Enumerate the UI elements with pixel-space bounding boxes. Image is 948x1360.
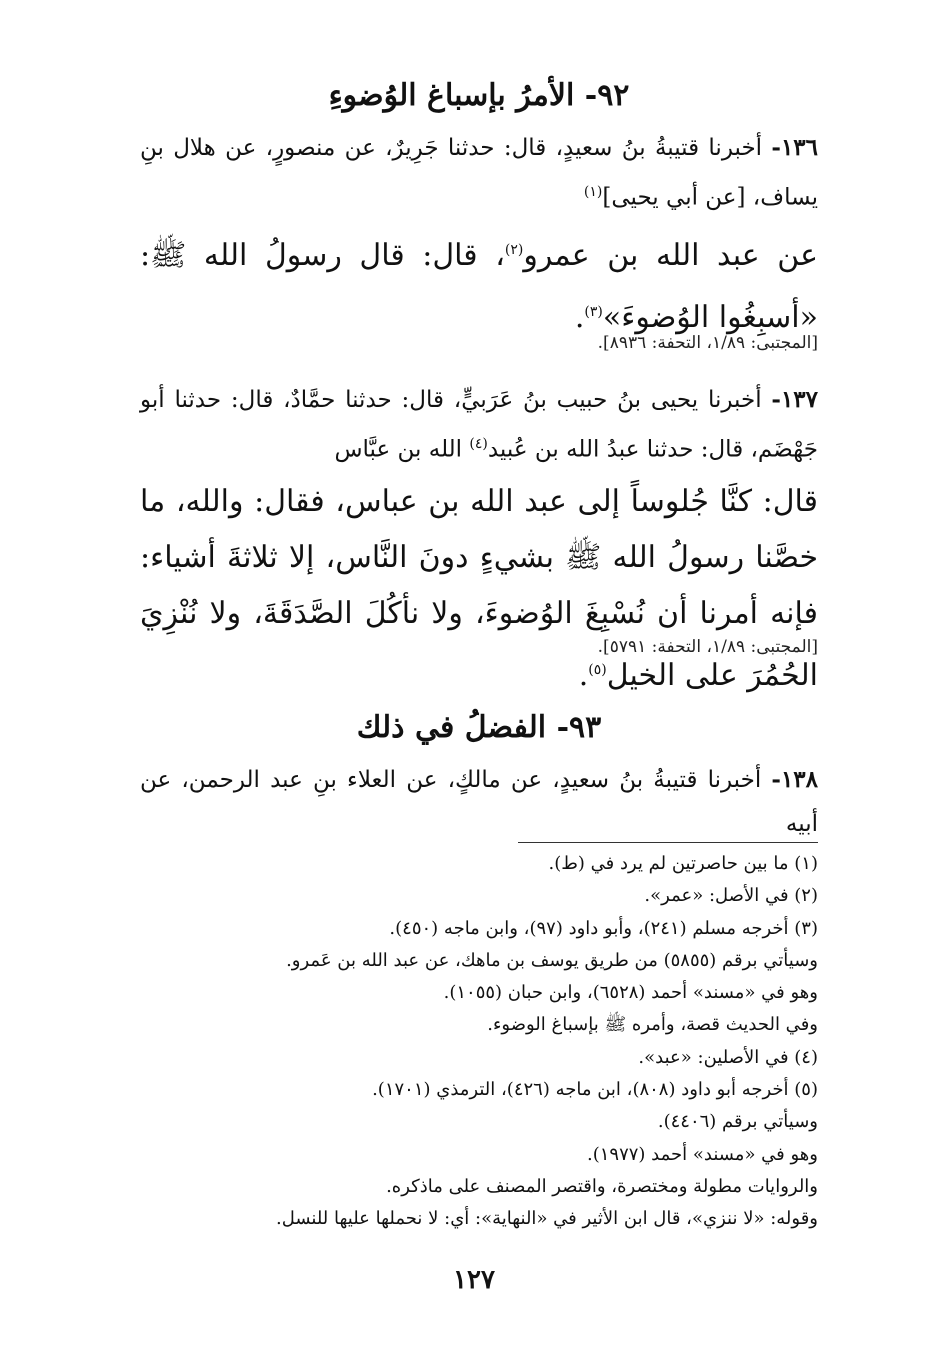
footnote-line: وفي الحديث قصة، وأمره ﷺ بإسباغ الوضوء. bbox=[487, 1014, 818, 1036]
footnote-marker: (٢) bbox=[504, 242, 524, 258]
footnote-line: (١) ما بين حاصرتين لم يرد في (ط). bbox=[548, 853, 818, 874]
hadith-text-part: عن عبد الله بن عمرو bbox=[523, 238, 818, 273]
hadith-137-text bbox=[140, 474, 818, 704]
hadith-number: ١٣٦- bbox=[771, 134, 819, 161]
hadith-text-part: قال: كنَّا جُلوساً إلى عبد الله بن عباس، فقال: والله، ما خصَّنا رسولُ الله ﷺ بشيءٍ دونَ النَّاس، إلا ثلاثةَ أشياء: فإنه أمرنا أن نُسْبِغَ الوُضوءَ، ولا نأكُلَ الصَّدَقَةَ، ولا نُنْزِيَ الحُمُرَ على الخيل bbox=[140, 484, 818, 693]
footnote-line: وهو في «مسند» أحمد (١٩٧٧). bbox=[586, 1143, 818, 1165]
hadith-number: ١٣٨- bbox=[771, 766, 818, 793]
hadith-number: ١٣٧- bbox=[771, 386, 819, 413]
footnote-line: والروايات مطولة ومختصرة، واقتصر المصنف على ماذكره. bbox=[386, 1175, 818, 1197]
footnote-line: (٢) في الأصل: «عمر». bbox=[644, 885, 818, 907]
footnote-marker: (٣) bbox=[584, 304, 603, 320]
hadith-136-text bbox=[140, 222, 818, 346]
hadith-chain: أخبرنا يحيى بنُ حبيب بنُ عَرَبيٍّ، قال: حدثنا حمَّادٌ، قال: حدثنا أبو جَهْضَم، قال: حدثنا عبدُ الله بن عُبيد bbox=[140, 387, 818, 463]
footnote-marker: (٤) bbox=[469, 436, 488, 452]
page-number: ١٢٧ bbox=[453, 1265, 495, 1295]
hadith-136-isnad bbox=[140, 126, 818, 220]
hadith-text-part: ، قال: قال رسولُ الله ﷺ: «أسبِغُوا الوُضوءَ» bbox=[140, 238, 818, 335]
footnote-line: وسيأتي برقم (٤٤٠٦). bbox=[657, 1111, 818, 1133]
section-heading: ٩٢- الأمرُ بإسباغ الوُضوءِ bbox=[328, 78, 630, 113]
hadith-text-end: . bbox=[574, 300, 585, 335]
footnote-line: (٤) في الأصلين: «عبد». bbox=[638, 1046, 818, 1068]
footnote-line: وقوله: «لا ننزي»، قال ابن الأثير في «النهاية»: أي: لا نحملها عليها للنسل. bbox=[276, 1208, 818, 1230]
hadith-137-isnad bbox=[140, 378, 818, 472]
footnote-line: (٥) أخرجه أبو داود (٨٠٨)، ابن ماجه (٤٢٦)، الترمذي (١٧٠١). bbox=[372, 1079, 818, 1101]
footnotes bbox=[140, 848, 818, 1236]
hadith-chain: أخبرنا قتيبةُ بنُ سعيدٍ، عن مالكٍ، عن العلاء بنِ عبد الرحمن، عن أبيه bbox=[140, 767, 818, 837]
footnote-separator bbox=[518, 842, 818, 843]
hadith-136-reference: [المجتبى: ١/٨٩، التحفة: ٨٩٣٦]. bbox=[597, 333, 818, 353]
section-heading: ٩٣- الفضلُ في ذلك bbox=[356, 710, 602, 745]
footnote-line: وهو في «مسند» أحمد (٦٥٢٨)، وابن حبان (١٠٥٥). bbox=[443, 982, 818, 1004]
hadith-text-end: . bbox=[578, 658, 589, 693]
footnote-marker: (٥) bbox=[588, 662, 607, 678]
hadith-chain: أخبرنا قتيبةُ بنُ سعيدٍ، قال: حدثنا جَرِيرٌ، عن منصورٍ، عن هلال بنِ يساف، [عن أبي يحيى] bbox=[140, 135, 818, 211]
footnote-line: وسيأتي برقم (٥٨٥٥) من طريق يوسف بن ماهك، عن عبد الله بن عَمرو. bbox=[286, 949, 818, 971]
footnote-line: (٣) أخرجه مسلم (٢٤١)، وأبو داود (٩٧)، وابن ماجه (٤٥٠). bbox=[389, 917, 818, 939]
hadith-137-reference: [المجتبى: ١/٨٩، التحفة: ٥٧٩١]. bbox=[597, 637, 818, 657]
hadith-chain-end: الله بن عبَّاس bbox=[334, 436, 470, 463]
footnote-marker: (١) bbox=[583, 184, 603, 200]
hadith-138-isnad bbox=[140, 758, 818, 846]
